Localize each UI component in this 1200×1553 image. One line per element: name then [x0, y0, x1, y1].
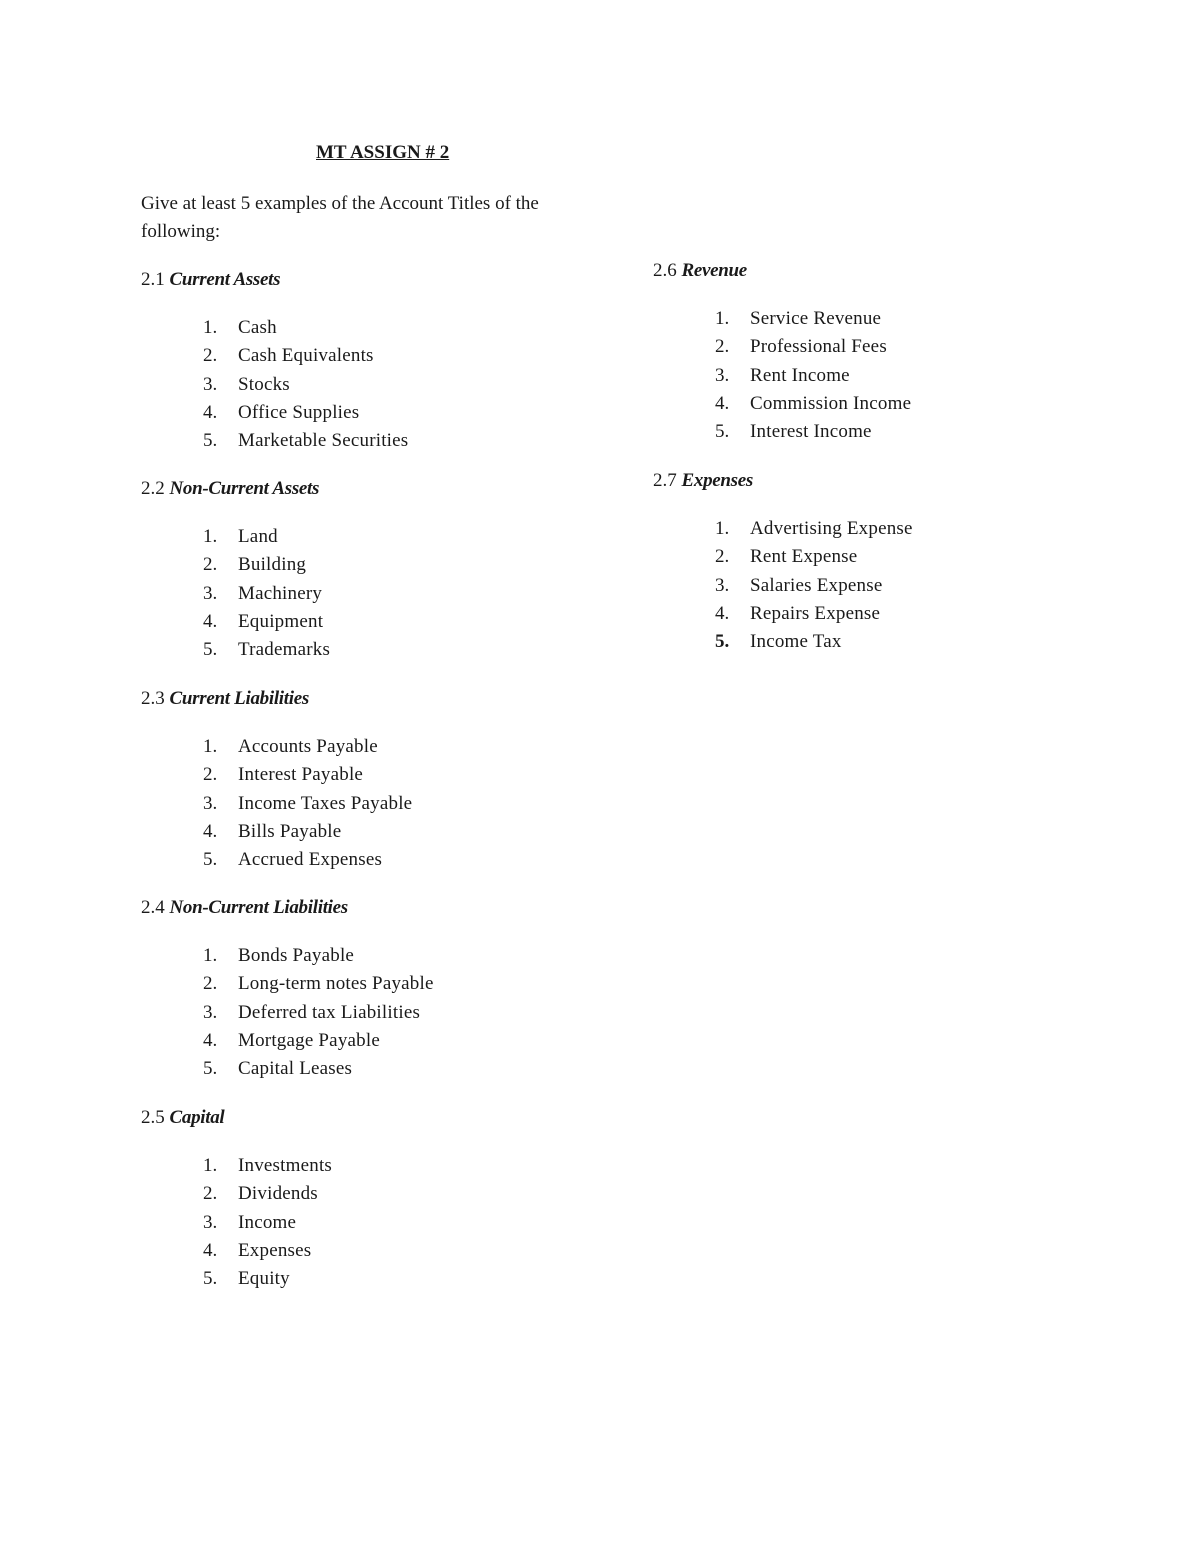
item-label: Building [238, 554, 307, 576]
item-label: Office Supplies [238, 401, 360, 423]
item-label: Deferred tax Liabilities [238, 1001, 421, 1023]
list-item [141, 942, 355, 970]
section-number: 2.7 [653, 470, 677, 491]
list-item [653, 390, 912, 418]
item-number: 5. [203, 430, 218, 452]
item-number: 3. [203, 1001, 218, 1023]
item-label: Expenses [238, 1239, 312, 1261]
list-item [653, 305, 882, 333]
section-revenue [653, 257, 912, 446]
list-item [653, 362, 850, 390]
section-name: Current Liabilities [169, 688, 309, 709]
list-item [653, 333, 887, 361]
section-non-current-assets [141, 475, 331, 664]
item-label: Salaries Expense [750, 574, 883, 596]
item-number: 1. [203, 317, 218, 338]
section-current-assets [141, 266, 409, 455]
item-label: Cash Equivalents [238, 345, 374, 367]
list-item [141, 314, 280, 342]
item-label: Income [238, 1211, 297, 1233]
section-name: Expenses [681, 470, 753, 491]
list-item [141, 818, 342, 846]
item-number: 3. [715, 364, 730, 386]
list-item [141, 1027, 380, 1055]
item-label: Rent Income [750, 364, 850, 386]
section-number: 2.1 [141, 269, 165, 290]
list-item [141, 608, 324, 636]
item-label: Stocks [238, 373, 290, 395]
item-label: Interest Income [750, 421, 872, 443]
list-item [141, 580, 323, 608]
item-number: 4. [203, 1029, 218, 1051]
section-number: 2.3 [141, 688, 165, 709]
item-number: 3. [203, 1211, 218, 1233]
item-label: Commission Income [750, 392, 912, 414]
item-number: 4. [203, 610, 218, 632]
item-label: Investments [238, 1155, 333, 1176]
list-item [141, 427, 409, 455]
section-current-liabilities [141, 685, 413, 874]
list-item [141, 1152, 333, 1180]
item-number: 1. [203, 736, 218, 757]
list-item [141, 790, 413, 818]
item-label: Rent Expense [750, 546, 858, 568]
item-number: 5. [203, 1058, 218, 1080]
item-label: Marketable Securities [238, 430, 409, 452]
item-number: 1. [203, 945, 218, 966]
section-name: Non-Current Assets [169, 478, 320, 499]
section-name: Revenue [681, 260, 747, 281]
item-label: Trademarks [238, 639, 331, 661]
list-item [141, 636, 331, 664]
item-label: Land [238, 526, 278, 547]
item-label: Bills Payable [238, 820, 342, 842]
list-item [141, 371, 290, 399]
item-number: 4. [715, 602, 730, 624]
item-label: Dividends [238, 1183, 318, 1205]
section-heading [141, 894, 348, 922]
item-number: 4. [715, 392, 730, 414]
item-label: Professional Fees [750, 336, 887, 358]
list-item [653, 572, 883, 600]
list-item [141, 1209, 297, 1237]
item-number: 2. [203, 554, 218, 576]
section-name: Capital [169, 1107, 225, 1128]
intro-text: Give at least 5 examples of the Account Titles of the following: [141, 193, 539, 242]
item-label: Service Revenue [750, 308, 882, 329]
section-name: Current Assets [169, 269, 281, 290]
item-label: Income Taxes Payable [238, 792, 413, 814]
list-item [653, 600, 881, 628]
section-heading [653, 257, 747, 285]
section-non-current-liabilities [141, 894, 434, 1083]
item-label: Capital Leases [238, 1058, 353, 1080]
item-label: Interest Payable [238, 764, 364, 786]
item-number: 3. [203, 582, 218, 604]
item-number: 3. [715, 574, 730, 596]
list-item [141, 523, 319, 551]
item-label: Income Tax [750, 631, 842, 653]
list-item [141, 342, 374, 370]
list-item [141, 1180, 318, 1208]
item-label: Equipment [238, 610, 324, 632]
item-number: 3. [203, 792, 218, 814]
item-number: 2. [715, 336, 730, 358]
section-number: 2.4 [141, 897, 165, 918]
item-number: 5. [715, 421, 730, 443]
item-number: 2. [203, 764, 218, 786]
section-heading [141, 1104, 224, 1132]
item-number: 1. [203, 526, 218, 547]
item-label: Advertising Expense [750, 518, 913, 539]
item-number: 1. [203, 1155, 218, 1176]
item-number: 5. [203, 849, 218, 871]
list-item [653, 628, 842, 656]
list-item [141, 846, 383, 874]
item-number: 2. [203, 1183, 218, 1205]
list-item [653, 543, 858, 571]
item-number: 3. [203, 373, 218, 395]
item-number: 2. [715, 546, 730, 568]
item-label: Repairs Expense [750, 602, 881, 624]
item-label: Equity [238, 1268, 290, 1290]
section-heading [141, 475, 319, 503]
item-label: Accounts Payable [238, 736, 378, 757]
item-number: 1. [715, 518, 730, 539]
list-item [141, 761, 364, 789]
item-label: Mortgage Payable [238, 1029, 380, 1051]
section-number: 2.2 [141, 478, 165, 499]
item-number: 4. [203, 820, 218, 842]
section-name: Non-Current Liabilities [169, 897, 348, 918]
section-number: 2.5 [141, 1107, 165, 1128]
section-capital [141, 1104, 333, 1293]
list-item [141, 551, 319, 579]
item-number: 5. [715, 631, 730, 653]
list-item [141, 999, 421, 1027]
list-item [141, 970, 434, 998]
item-number: 5. [203, 639, 218, 661]
list-item [141, 733, 378, 761]
list-item [141, 399, 360, 427]
item-number: 4. [203, 401, 218, 423]
item-label: Long-term notes Payable [238, 973, 434, 995]
item-label: Bonds Payable [238, 945, 355, 966]
section-heading [653, 467, 753, 495]
item-label: Accrued Expenses [238, 849, 383, 871]
list-item [653, 515, 913, 543]
item-label: Cash [238, 317, 277, 338]
list-item [653, 418, 872, 446]
document-title: MT ASSIGN # 2 [316, 142, 450, 163]
item-number: 1. [715, 308, 730, 329]
section-heading [141, 266, 280, 294]
list-item [141, 1265, 290, 1293]
section-number: 2.6 [653, 260, 677, 281]
item-number: 5. [203, 1268, 218, 1290]
item-number: 2. [203, 973, 218, 995]
list-item [141, 1237, 312, 1265]
section-heading [141, 685, 309, 713]
list-item [141, 1055, 353, 1083]
section-expenses [653, 467, 913, 656]
item-number: 4. [203, 1239, 218, 1261]
item-number: 2. [203, 345, 218, 367]
item-label: Machinery [238, 582, 323, 604]
